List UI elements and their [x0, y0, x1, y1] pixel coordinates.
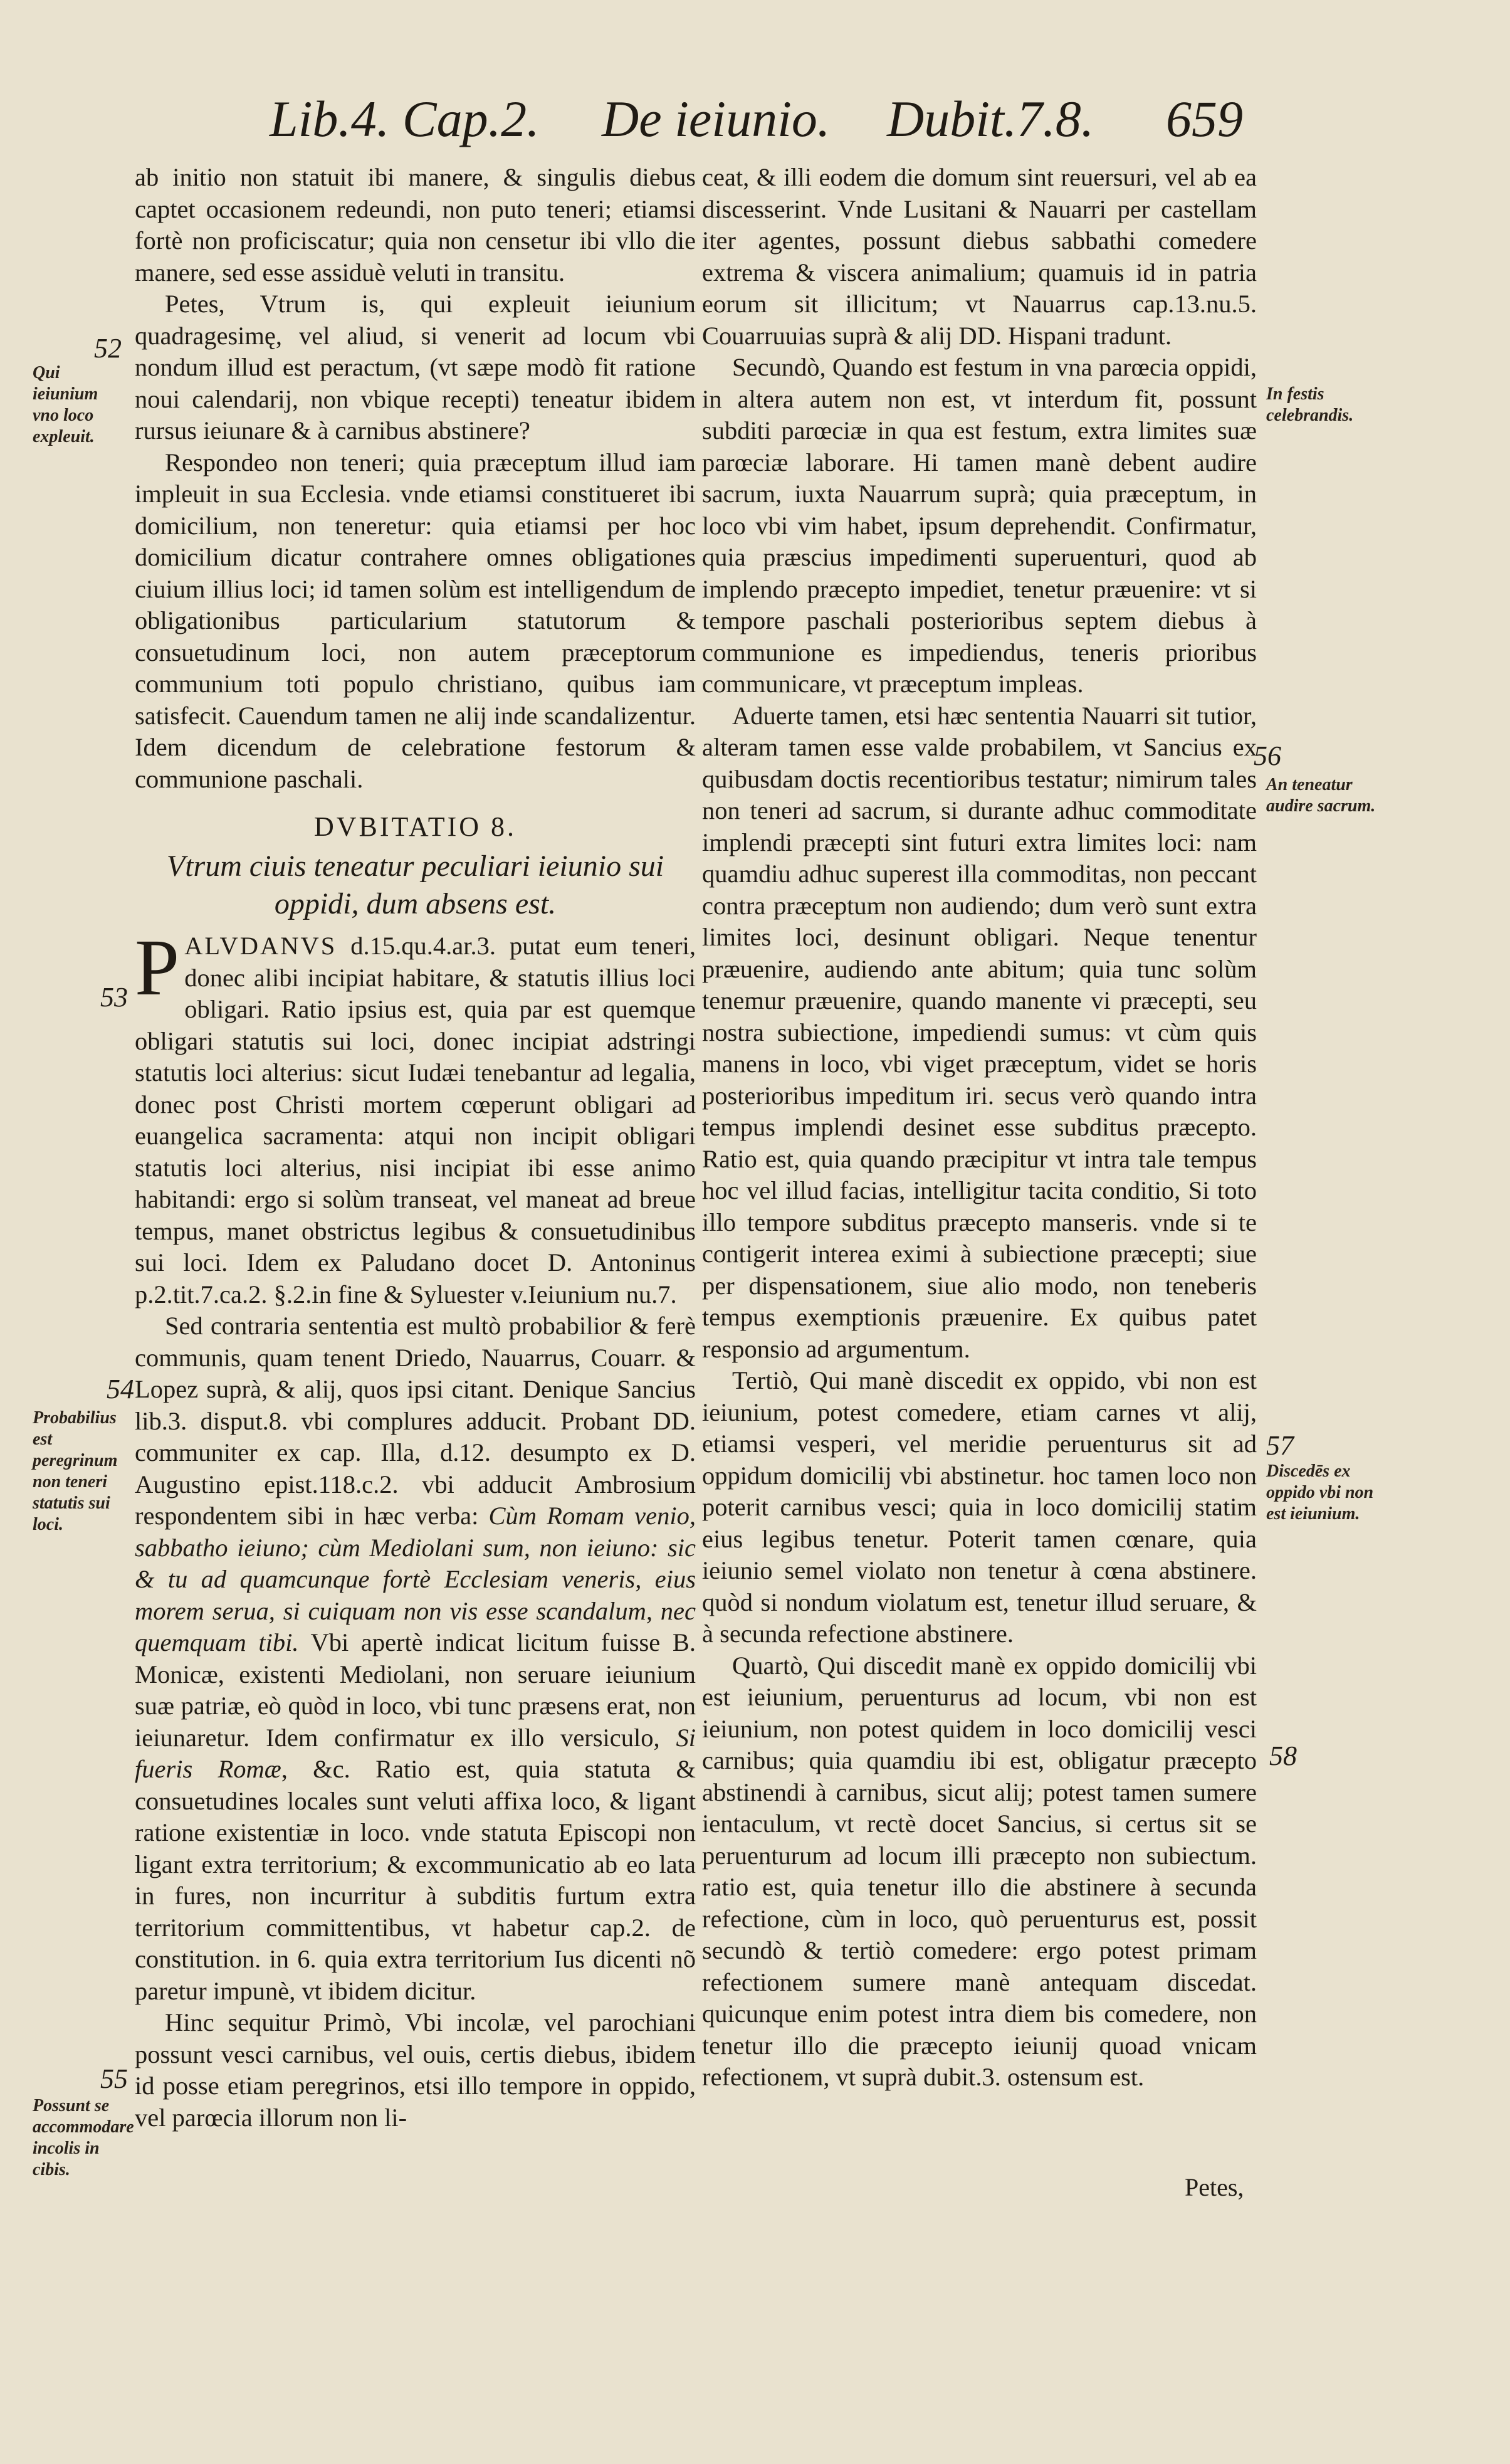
header-dubit: Dubit.7.8. — [887, 90, 1094, 147]
margin-number-54: 54 — [107, 1374, 134, 1404]
paragraph-53 — [135, 923, 696, 1310]
marginal-note-right-57: Discedēs ex oppido vbi non est ieiunium. — [1266, 1461, 1374, 1524]
marginal-note-right-56: An teneatur audire sacrum. — [1266, 775, 1376, 816]
margin-number-57: 57 — [1266, 1430, 1294, 1461]
text-column-left — [135, 162, 696, 2134]
paragraph-52: Petes, Vtrum is, qui expleuit ieiunium quadragesimę, vel aliud, si venerit ad locum vbi nondum illud est peractum, (vt sæpe modò fit ratione noui calendarij, non vbique recepti) teneatur ibidem rursus ieiunare & à carnibus abstinere? — [135, 290, 696, 445]
text-column-right — [702, 162, 1257, 2093]
paragraph-54 — [135, 1310, 696, 2007]
dubitatio-heading: DVBITATIO 8. — [313, 811, 517, 842]
paragraph-55-continuation: ceat, & illi eodem die domum sint reuersuri, vel ab ea discesserint. Vnde Lusitani & Nauarri per castellam iter agentes, possunt diebus sabbathi comedere extrema & viscera animalium; quamuis id in patria eorum sit illicitum; vt Nauarrus cap.13.nu.5. Couarruuias suprà & alij DD. Hispani tradunt. — [702, 163, 1257, 350]
margin-number-53: 53 — [100, 982, 128, 1013]
marginal-note-right-55: In festis celebrandis. — [1266, 384, 1354, 425]
paragraph-57: Tertiò, Qui manè discedit ex oppido, vbi non est ieiunium, potest comedere, etiam carnes vt alij, etiamsi vesperi, vel meridie peruenturus sit ad oppidum domicilij vbi abstinetur. hoc tamen loco non poterit carnibus vesci; quia in loco domicilij statim eius legibus tenetur. Poterit tamen cœnare, quia ieiunio semel violato non tenetur à cœna abstinere. quòd si nondum violatum est, tenetur illud seruare, & à secunda refectione abstinere. — [702, 1366, 1257, 1648]
paragraph-54-text-c: , &c. Ratio est, quia statuta & consuetudines locales sunt veluti affixa loco, & ligant ratione existentiæ in loco. vnde statuta Episcopi non ligant extra territorium; & excommunicatio ab eo lata in fures, non incurritur à subditis furtum extra territorium committentibus, vt habetur cap.2. de constitution. in 6. quia extra territorium Ius dicenti nõ paretur impunè, vt ibidem dicitur. — [135, 1755, 696, 2005]
paragraph-58: Quartò, Qui discedit manè ex oppido domicilij vbi est ieiunium, peruenturus ad locum, vbi non est ieiunium, non potest quidem in loco domicilij vesci carnibus; quia quamdiu ibi est, obligatur præcepto abstinendi à carnibus, sicut alij; potest tamen sumere ientaculum, vt rectè docet Sancius, si certus sit se peruenturum ad locum illi præcepto non subiectum. ratio est, quia tenetur illo die abstinere à secunda refectione, cùm in loco, quò peruenturus est, possit secundò & tertiò comedere: ergo potest primam refectionem sumere manè antequam discedat. quicunque enim potest intra diem bis comedere, non tenetur illo die præcepto ieiunij quoad vnicam refectionem, vt suprà dubit.3. ostensum est. — [702, 1651, 1257, 2091]
paragraph-52-response: Respondeo non teneri; quia præceptum illud iam impleuit in sua Ecclesia. vnde etiamsi constitueret ibi domicilium, non teneretur: quia etiamsi per hoc domicilium dicatur contrahere omnes obligationes ciuium illius loci; id tamen solùm est intelligendum de obligationibus particularium statutorum & consuetudinum loci, non autem præceptorum communium toti populo christiano, quibus iam satisfecit. Cauendum tamen ne alij inde scandalizentur. Idem dicendum de celebratione festorum & communione paschali. — [135, 448, 696, 793]
dubitatio-question: Vtrum ciuis teneatur peculiari ieiunio sui oppidi, dum absens est. — [166, 850, 664, 920]
header-book-chapter: Lib.4. Cap.2. — [270, 90, 540, 147]
paragraph-54-text-b: Vbi apertè indicat licitum fuisse B. Monicæ, existenti Mediolani, non seruare ieiunium suæ patriæ, eò quòd in loco, vbi tunc præsens erat, non ieiunaretur. Idem confirmatur ex illo versiculo, — [135, 1628, 696, 1752]
margin-number-58: 58 — [1269, 1740, 1297, 1771]
paragraph-55-second: Secundò, Quando est festum in vna parœcia oppidi, in altera autem non est, vt interdum fit, possunt subditi parœciæ in qua est festum, extra limites suæ parœciæ laborare. Hi tamen manè debent audire sacrum, iuxta Nauarrum suprà; quia præceptum, in loco vbi vim habet, ipsum deprehendit. Confirmatur, quia præscius impedimenti superuenturi, quod ab implendo præcepto impediet, tenetur præuenire: vt si tempore paschali posterioribus septem diebus à communione es impediendus, teneris prioribus communicare, vt præceptum impleas. — [702, 353, 1257, 698]
paragraph-54-text-a: Sed contraria sententia est multò probabilior & ferè communis, quam tenent Driedo, Nauarrus, Couarr. & Lopez suprà, & alij, quos ipsi citant. Denique Sancius lib.3. disput.8. vbi complures adducit. Probant DD. communiter ex cap. Illa, d.12. desumpto ex D. Augustino epist.118.c.2. vbi adducit Ambrosium respondentem sibi in hæc verba: — [135, 1312, 696, 1530]
header-title: De ieiunio. — [602, 90, 831, 147]
margin-number-56: 56 — [1254, 740, 1281, 771]
marginal-note-left-55: Possunt se accommodare incolis in cibis. — [33, 2096, 134, 2179]
ambrose-quote: Cùm Romam venio, sabbatho ieiuno; cùm Mediolani sum, non ieiuno: sic & tu ad quamcunque fortè Ecclesiam veneris, eius morem serua, si cuiquam non vis esse scandalum, nec quemquam tibi. — [135, 1502, 696, 1656]
author-name-caps: ALVDANVS — [184, 932, 337, 960]
marginal-note-left-52: Qui ieiunium vno loco expleuit. — [33, 363, 98, 446]
marginal-note-left-54: Probabilius est peregrinum non teneri statutis sui loci. — [33, 1408, 118, 1534]
drop-cap: P — [135, 923, 180, 1012]
margin-number-52: 52 — [94, 333, 122, 364]
paragraph-56: Aduerte tamen, etsi hæc sententia Nauarri sit tutior, alteram tamen esse valde probabilem, vt Sancius ex quibusdam doctis recentioribus testatur; nimirum tales non teneri ad sacrum, si durante adhuc commoditate implendi præcepti sint futuri extra limites loci: nam quamdiu adhuc superest illa commoditas, non peccant contra præceptum non audiendo; dum verò sunt extra limites loci, desinunt obligari. Neque tenentur præuenire, audiendo ante abitum; quia tunc solùm tenemur præuenire, quando manente vi præcepti, seu nostra subiectione, impediendi sumus: vt cùm quis manens in loco, vbi viget præceptum, videt se horis posterioribus impeditum iri. secus verò quando intra tempus implendi desinet esse subditus præcepto. Ratio est, quia quando præcipitur vt intra tale tempus hoc vel illud facias, intelligitur tacita conditio, Si toto illo tempore subditus præcepto manseris. vnde si te contigerit interea eximi à subiectione præcepti; siue per dispensationem, siue alio modo, non teneberis tempus exemptionis præuenire. Ex quibus patet responsio ad argumentum. — [702, 701, 1257, 1363]
paragraph-55: Hinc sequitur Primò, Vbi incolæ, vel parochiani possunt vesci carnibus, vel ouis, certis diebus, ibidem id posse etiam peregrinos, etsi illo tempore in oppido, vel parœcia illorum non li- — [135, 2008, 696, 2132]
margin-number-55: 55 — [100, 2063, 128, 2094]
verse-quote: Si fueris Romæ — [135, 1723, 696, 1783]
paragraph-53-text: d.15.qu.4.ar.3. putat eum teneri, donec alibi incipiat habitare, & statutis illius loci obligari. Ratio ipsius est, quia par est quemque obligari statutis sui loci, donec incipiat adstringi statutis loci alterius: sicut Iudæi tenebantur ad legalia, donec post Christi mortem cœperunt obligari ad euangelica sacramenta: atqui non incipit obligari statutis loci alterius, nisi incipiat ibi esse animo habitandi: ergo si solùm transeat, vel maneat ad breue tempus, manet obstrictus legibus & consuetudinibus sui loci. Idem ex Paludano docet D. Antoninus p.2.tit.7.ca.2. §.2.in fine & Syluester v.Ieiunium nu.7. — [135, 932, 696, 1308]
catchword: Petes, — [1185, 2173, 1244, 2201]
page-number: 659 — [1166, 90, 1243, 147]
paragraph-continuation: ab initio non statuit ibi manere, & singulis diebus captet occasionem redeundi, non puto teneri; etiamsi fortè non proficiscatur; quia non censetur ibi vllo die manere, sed esse assiduè veluti in transitu. — [135, 163, 696, 287]
